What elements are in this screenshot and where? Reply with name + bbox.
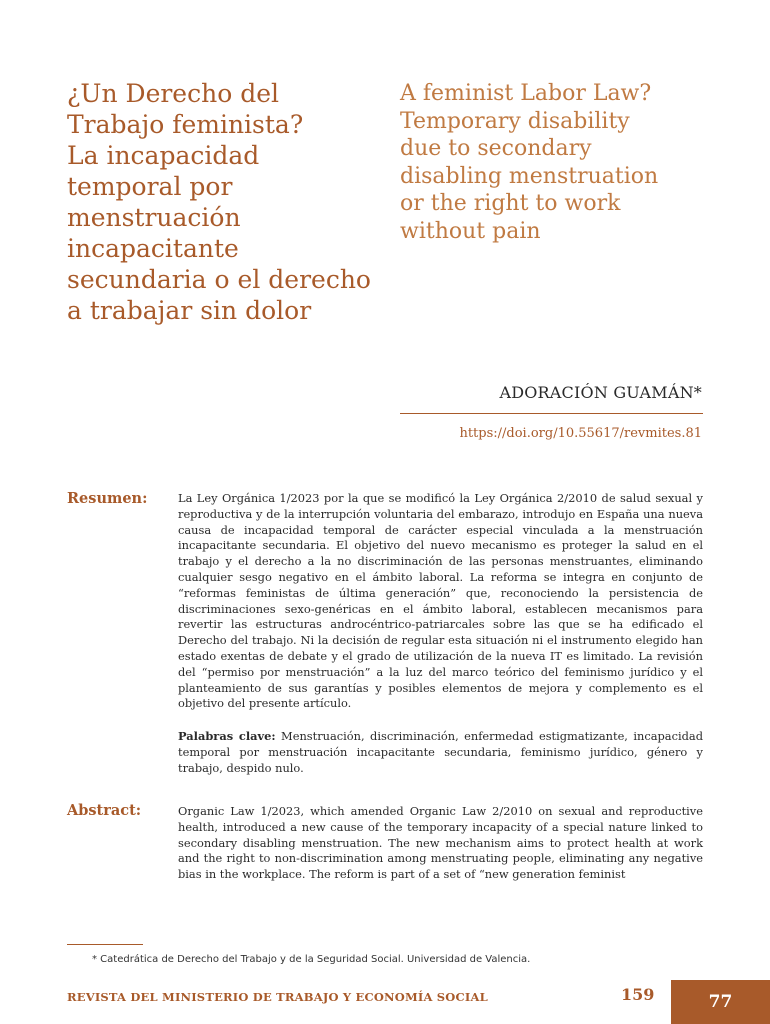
doi-link[interactable]: https://doi.org/10.55617/revmites.81 (459, 426, 702, 441)
footer-journal-name: REVISTA DEL MINISTERIO DE TRABAJO Y ECONOMÍA SOCIAL (67, 990, 488, 1004)
page-number: 77 (708, 992, 733, 1012)
page-number-box (671, 980, 770, 1024)
abstract-label: Abstract: (67, 802, 142, 819)
keywords-label: Palabras clave: (178, 729, 276, 743)
title-spanish: ¿Un Derecho del Trabajo feminista? La incapacidad temporal por menstruación incapacitante secundaria o el derecho a trabajar sin dolor (67, 79, 371, 325)
keywords-text: Menstruación, discriminación, enfermedad estigmatizante, incapacidad temporal por menstruación incapacitante secundaria, feminismo jurídico, género y trabajo, despido nulo. (178, 729, 703, 775)
abstract-text: Organic Law 1/2023, which amended Organic Law 2/2010 on sexual and reproductive health, introduced a new cause of the temporary incapacity of a special nature linked to secondary disabling menstruation. The new mechanism aims to protect health at work and the right to non-discrimination among menstruating people, eliminating any negative bias in the workplace. The reform is part of a set of “new generation feminist (178, 804, 703, 882)
title-english: A feminist Labor Law? Temporary disability due to secondary disabling menstruation or the right to work without pain (400, 81, 659, 244)
keywords-paragraph (178, 729, 703, 776)
resumen-label: Resumen: (67, 490, 148, 507)
footnote: * Catedrática de Derecho del Trabajo y de la Seguridad Social. Universidad de Valencia. (92, 954, 531, 965)
resumen-text: La Ley Orgánica 1/2023 por la que se modificó la Ley Orgánica 2/2010 de salud sexual y reproductiva y de la interrupción voluntaria del embarazo, introdujo en España una nueva causa de incapacidad temporal de carácter especial vinculada a la menstruación incapacitante secundaria. El objetivo del nuevo mecanismo es proteger la salud en el trabajo y el derecho a la no discriminación de las personas menstruantes, eliminando cualquier sesgo negativo en el ámbito laboral. La reforma se integra en conjunto de “reformas feministas de última generación” que, reconociendo la persistencia de discriminaciones sexo-genéricas en el ámbito laboral, establecen mecanismos para revertir las estructuras androcéntrico-patriarcales sobre las que se ha edificado el Derecho del trabajo. Ni la decisión de regular esta situación ni el instrumento elegido han estado exentas de debate y el grado de utilización de la nueva IT es limitado. La revisión del “permiso por menstruación” a la luz del marco teórico del feminismo jurídico y el planteamiento de sus garantías y posibles elementos de mejora y complemento es el objetivo del presente artículo. (178, 491, 703, 711)
author-name: ADORACIÓN GUAMÁN* (499, 383, 702, 402)
footer-issue-number: 159 (621, 985, 655, 1004)
author-divider (400, 413, 703, 414)
footnote-divider (67, 944, 143, 945)
